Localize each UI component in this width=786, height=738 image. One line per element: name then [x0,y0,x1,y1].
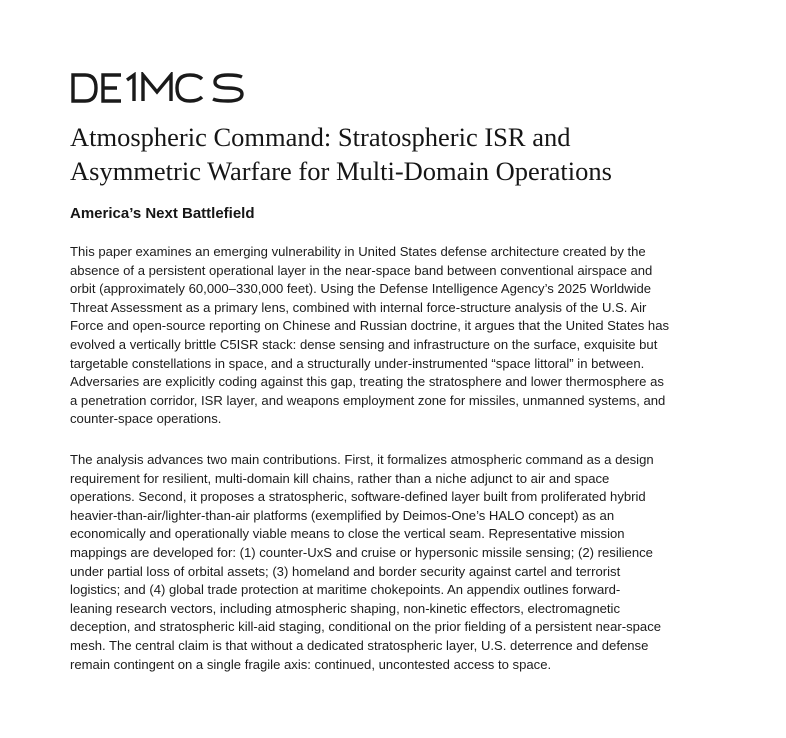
text-line: This paper examines an emerging vulnerability in United States defense architecture created by the [70,244,646,259]
abstract-paragraph-1 [70,243,750,429]
text-line: logistics; and (4) global trade protection at maritime chokepoints. An appendix outlines forward- [70,582,621,598]
text-line: deception, and stratospheric kill-aid staging, conditional on the prior fielding of a persistent near-space [70,619,662,635]
text-line: counter-space operations. [70,411,222,427]
text-line: evolved a vertically brittle C5ISR stack: dense sensing and infrastructure on the surface, exquisite but [70,336,658,352]
text-line: requirement for resilient, multi-domain kill chains, rather than a niche adjunct to air and space [70,470,610,486]
text-line: absence of a persistent operational layer in the near-space band between conventional airspace and [70,262,653,278]
text-line: operations. Second, it proposes a stratospheric, software-defined layer built from proliferated hybrid [70,489,646,505]
title-line: Asymmetric Warfare for Multi-Domain Operations [70,156,612,186]
title-line: Atmospheric Command: Stratospheric ISR and [70,122,571,152]
text-line: heavier-than-air/lighter-than-air platforms (exemplified by Deimos-One’s HALO concept) as an [70,507,615,523]
text-line: orbit (approximately 60,000–330,000 feet). Using the Defense Intelligence Agency’s 2025 Worldwide [70,281,652,297]
text-line: under partial loss of orbital assets; (3) homeland and border security against cartel and terrorist [70,563,621,579]
text-line: Threat Assessment as a primary lens, combined with internal force-structure analysis of the U.S. Air [70,299,647,315]
deimos-logo [71,72,245,104]
text-line: economically and operationally viable means to close the vertical seam. Representative mission [70,526,625,542]
text-line: remain contingent on a single fragile axis: continued, uncontested access to space. [70,656,552,672]
text-line: mappings are developed for: (1) counter-UxS and cruise or hypersonic missile sensing; (2) resilience [70,544,653,560]
text-line: Force and open-source reporting on Chinese and Russian doctrine, it argues that the United States has [70,318,670,334]
text-line: Adversaries are explicitly coding against this gap, treating the stratosphere and lower thermosphere as [70,374,664,390]
text-line: leaning research vectors, including atmospheric shaping, non-kinetic effectors, electromagnetic [70,600,620,616]
abstract-paragraph-2 [70,451,750,674]
text-line: a penetration corridor, ISR layer, and weapons employment zone for missiles, unmanned systems, and [70,392,666,408]
text-line: The analysis advances two main contributions. First, it formalizes atmospheric command as a design [70,452,654,467]
text-line: targetable constellations in space, and a structurally under-instrumented “space littoral” in between. [70,355,645,371]
paper-title [70,120,750,188]
section-heading: America’s Next Battlefield [70,205,255,222]
text-line: mesh. The central claim is that without a dedicated stratospheric layer, U.S. deterrence and defense [70,637,649,653]
